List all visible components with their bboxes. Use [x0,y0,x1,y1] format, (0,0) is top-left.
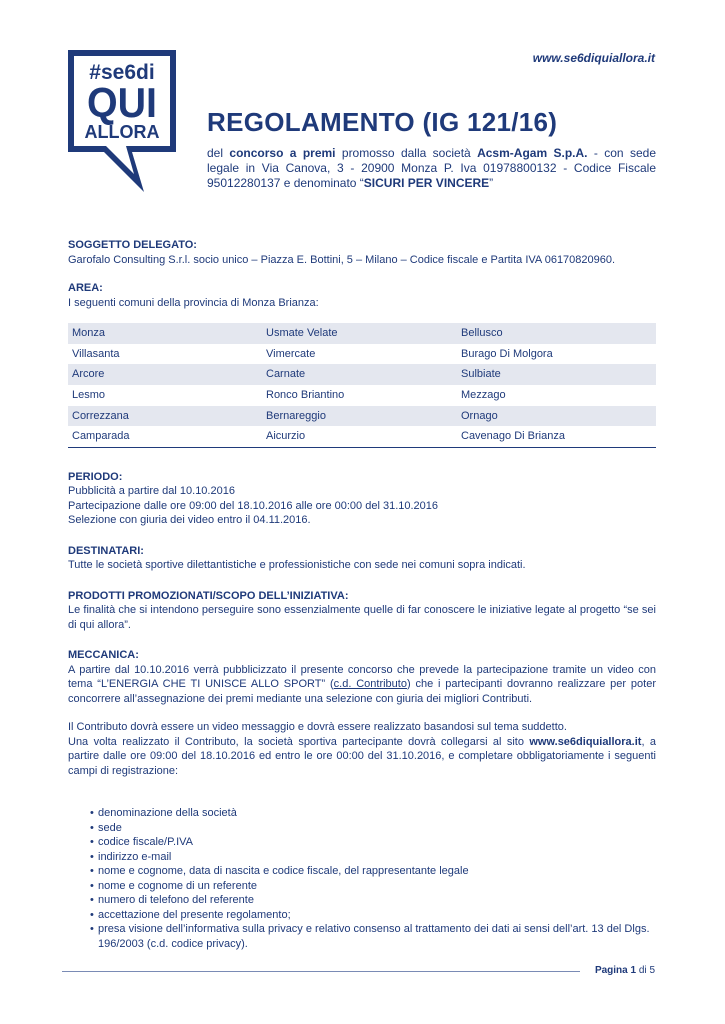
table-cell: Monza [68,323,262,344]
prodotti-heading: PRODOTTI PROMOZIONATI/SCOPO DELL’INIZIATIVA: [68,589,349,602]
table-cell: Aicurzio [262,426,457,447]
list-item: • codice fiscale/P.IVA [90,835,656,850]
logo-line-1: #se6di [89,61,155,84]
list-item: • presa visione dell’informativa sulla privacy e relativo consenso al trattamento dei dati ai sensi dell’art. 13 del Dlgs. 196/2003 (c.d. codice privacy). [90,922,656,951]
destinatari-text: Tutte le società sportive dilettantistiche e professionistiche con sede nei comuni sopra indicati. [68,559,526,572]
table-cell: Carnate [262,364,457,385]
periodo-line-1: Pubblicità a partire dal 10.10.2016 [68,485,235,498]
table-cell: Ronco Briantino [266,389,345,402]
list-item: • numero di telefono del referente [90,893,656,908]
table-cell: Villasanta [72,347,120,360]
table-cell: Usmate Velate [262,323,457,344]
table-cell: Burago Di Molgora [461,347,553,360]
area-heading: AREA: [68,282,103,294]
list-item: • nome e cognome, data di nascita e codice fiscale, del rappresentante legale [90,864,656,879]
periodo-line-2: Partecipazione dalle ore 09:00 del 18.10.2016 alle ore 00:00 del 31.10.2016 [68,499,439,512]
meccanica-paragraph-1: A partire dal 10.10.2016 verrà pubblicizzato il presente concorso che prevede la partecipazione tramite un video con tema “L’ENERGIA CHE TI UNISCE ALLO SPORT” (c.d. Contributo) che i partecipanti dovranno realizzare per poter concorrere all’assegnazione dei premi mediante una selezione con giuria dei migliori Contributi. [68,663,656,705]
table-cell: Correzzana [68,406,262,427]
intro-paragraph: del concorso a premi promosso dalla società Acsm-Agam S.p.A. - con sede legale in Via Canova, 3 - 20900 Monza P. Iva 01978800132 - Codice Fiscale 95012280137 e denominato “SICURI PER VINCERE” [207,146,656,190]
periodo-line-3: Selezione con giuria dei video entro il 04.11.2016. [68,514,311,527]
table-cell: Lesmo [72,389,106,402]
destinatari-heading: DESTINATARI: [68,544,144,557]
table-cell: Arcore [68,364,262,385]
list-item: • accettazione del presente regolamento; [90,908,656,923]
logo-line-2: QUI [87,79,157,126]
table-row [68,426,656,447]
prodotti-text: Le finalità che si intendono perseguire sono essenzialmente quelle di far conoscere le iniziative legate al progetto “se sei di qui allora”. [68,604,656,631]
meccanica-paragraph-2: Il Contributo dovrà essere un video messaggio e dovrà essere realizzato basandosi sul tema suddetto. [68,721,567,734]
meccanica-paragraph-3: Una volta realizzato il Contributo, la società sportiva partecipante dovrà collegarsi al sito www.se6diquiallora.it, a partire dalle ore 09:00 del 18.10.2016 ed entro le ore 00:00 del 31.10.2016, e completare obbligatoriamente i seguenti campi di registrazione: [68,735,656,777]
table-cell: Mezzago [461,389,506,402]
se6diquiallora-logo [68,50,176,192]
periodo-heading: PERIODO: [68,470,123,483]
table-cell: Bernareggio [262,406,457,427]
table-row [68,323,656,344]
soggetto-heading: SOGGETTO DELEGATO: [68,239,197,251]
list-item: • nome e cognome di un referente [90,879,656,894]
table-cell: Sulbiate [457,364,656,385]
main-content [68,238,656,951]
table-cell: Ornago [457,406,656,427]
list-item: • sede [90,821,656,836]
soggetto-text: Garofalo Consulting S.r.l. socio unico – Piazza E. Bottini, 5 – Milano – Codice fiscale e Partita IVA 06170820960. [68,253,616,266]
table-cell: Cavenago Di Brianza [457,426,656,447]
table-cell: Bellusco [457,323,656,344]
site-url: www.se6diquiallora.it [532,51,655,65]
logo-line-3: ALLORA [84,122,160,142]
table-row [68,406,656,427]
list-item: • indirizzo e-mail [90,850,656,865]
list-item: • denominazione della società [90,806,656,821]
table-row [68,364,656,385]
table-cell: Vimercate [266,347,316,360]
page-footer: Pagina 1 di 5 [594,965,655,976]
table-row [68,344,656,365]
towns-table [68,323,656,448]
footer-divider [62,971,580,972]
table-row [68,385,656,406]
area-text: I seguenti comuni della provincia di Monza Brianza: [68,296,319,309]
registration-fields-list [90,806,656,951]
table-cell: Camparada [68,426,262,447]
meccanica-heading: MECCANICA: [68,649,139,662]
page-title: REGOLAMENTO (IG 121/16) [207,107,558,137]
